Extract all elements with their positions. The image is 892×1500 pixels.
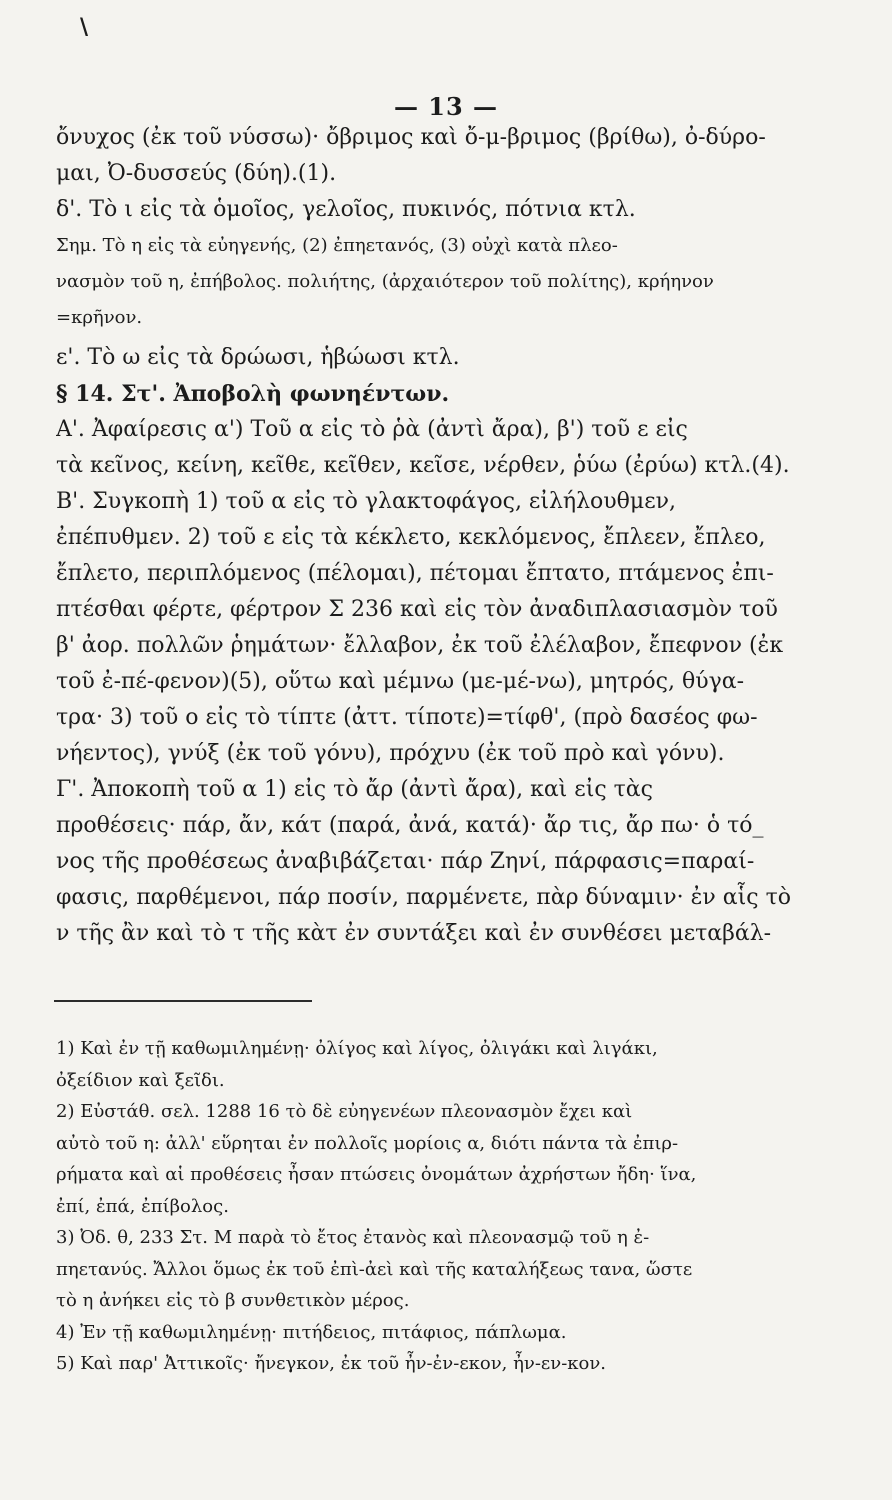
body-line: φασις, παρθέμενοι, πάρ ποσίν, παρμένετε, πὰρ δύναμιν· ἐν αἷς τὸ xyxy=(56,885,792,910)
body-line: ὄνυχος (ἐκ τοῦ νύσσω)· ὄβριμος καὶ ὄ-μ-βριμος (βρίθω), ὀ-δύρο- xyxy=(56,125,766,150)
body-line: β' ἀορ. πολλῶν ῥημάτων· ἔλλαβον, ἐκ τοῦ ἐλέλαβον, ἔπεφνον (ἐκ xyxy=(56,633,784,658)
section-heading: § 14. Στ'. Ἀποβολὴ φωνηέντων. xyxy=(56,381,450,407)
body-line: τρα· 3) τοῦ ο εἰς τὸ τίπτε (ἀττ. τίποτε)=τίφθ', (πρὸ δασέος φω- xyxy=(56,705,758,730)
footnote-line: ὀξείδιον καὶ ξεῖδι. xyxy=(56,1069,225,1091)
footnote-line: 3) Ὀδ. θ, 233 Στ. Μ παρὰ τὸ ἔτος ἐτανὸς καὶ πλεονασμῷ τοῦ η ἐ- xyxy=(56,1227,650,1248)
footnote-line: ἐπί, ἐπά, ἐπίβολος. xyxy=(56,1195,229,1217)
body-line: μαι, Ὀ-δυσσεύς (δύη).(1). xyxy=(56,161,337,186)
body-line: πτέσθαι φέρτε, φέρτρον Σ 236 καὶ εἰς τὸν ἀναδιπλασιασμὸν τοῦ xyxy=(56,597,778,622)
body-line: ε'. Τὸ ω εἰς τὰ δρώωσι, ἡβώωσι κτλ. xyxy=(56,345,460,370)
page-number: — 13 — xyxy=(393,92,499,121)
body-line: νος τῆς προθέσεως ἀναβιβάζεται· πάρ Ζηνί, πάρφασις=παραί- xyxy=(56,849,755,874)
body-line: νήεντος), γνύξ (ἐκ τοῦ γόνυ), πρόχνυ (ἐκ τοῦ πρὸ καὶ γόνυ). xyxy=(56,741,725,766)
footnote-line: τὸ η ἀνήκει εἰς τὸ β συνθετικὸν μέρος. xyxy=(56,1290,410,1311)
corner-mark: \ xyxy=(80,14,89,40)
footnote-line: αὐτὸ τοῦ η: ἀλλ' εὕρηται ἐν πολλοῖς μορίοις α, διότι πάντα τὰ ἐπιρ- xyxy=(56,1132,679,1154)
footnote-line: 2) Εὐστάθ. σελ. 1288 16 τὸ δὲ εὐηγενέων πλεονασμὸν ἔχει καὶ xyxy=(56,1101,633,1122)
body-line: προθέσεις· πάρ, ἄν, κάτ (παρά, ἀνά, κατά)· ἄρ τις, ἄρ πω· ὁ τό_ xyxy=(56,813,764,838)
footnote-line: 1) Καὶ ἐν τῇ καθωμιλημένῃ· ὀλίγος καὶ λίγος, ὀλιγάκι καὶ λιγάκι, xyxy=(56,1038,658,1059)
footnote-line: ρήματα καὶ αἱ προθέσεις ἦσαν πτώσεις ὀνομάτων ἀχρήστων ἤδη· ἵνα, xyxy=(56,1164,697,1185)
body-line: δ'. Τὸ ι εἰς τὰ ὁμοῖος, γελοῖος, πυκινός, πότνια κτλ. xyxy=(56,197,636,222)
body-line: Α'. Ἀφαίρεσις α') Τοῦ α εἰς τὸ ῥὰ (ἀντὶ ἄρα), β') τοῦ ε εἰς xyxy=(56,417,688,442)
body-line: τοῦ ἐ-πέ-φενον)(5), οὕτω καὶ μέμνω (με-μέ-νω), μητρός, θύγα- xyxy=(56,669,745,694)
footnote-divider xyxy=(54,1000,312,1002)
body-line: Β'. Συγκοπὴ 1) τοῦ α εἰς τὸ γλακτοφάγος, εἰλήλουθμεν, xyxy=(56,489,676,514)
body-line: =κρῆνον. xyxy=(56,307,143,328)
footnote-line: 5) Καὶ παρ' Ἀττικοῖς· ἤνεγκον, ἐκ τοῦ ἦν-ἐν-εκον, ἦν-εν-κον. xyxy=(56,1353,607,1374)
body-line: Γ'. Ἀποκοπὴ τοῦ α 1) εἰς τὸ ἄρ (ἀντὶ ἄρα), καὶ εἰς τὰς xyxy=(56,777,653,802)
footnote-line: 4) Ἐν τῇ καθωμιλημένῃ· πιτήδειος, πιτάφιος, πάπλωμα. xyxy=(56,1321,567,1343)
body-text xyxy=(56,120,846,952)
footnote-line: πηετανύς. Ἄλλοι ὅμως ἐκ τοῦ ἐπὶ-ἀεὶ καὶ τῆς καταλήξεως τανα, ὥστε xyxy=(56,1258,693,1280)
footnotes xyxy=(56,1033,846,1380)
body-line: ν τῆς ἂν καὶ τὸ τ τῆς κὰτ ἐν συντάξει καὶ ἐν συνθέσει μεταβάλ- xyxy=(56,921,772,946)
body-line: τὰ κεῖνος, κείνη, κεῖθε, κεῖθεν, κεῖσε, νέρθεν, ῥύω (ἐρύω) κτλ.(4). xyxy=(56,453,790,478)
body-line: ἔπλετο, περιπλόμενος (πέλομαι), πέτομαι ἔπτατο, πτάμενος ἐπι- xyxy=(56,561,774,586)
body-line: ἐπέπυθμεν. 2) τοῦ ε εἰς τὰ κέκλετο, κεκλόμενος, ἔπλεεν, ἔπλεο, xyxy=(56,525,766,550)
body-line: Σημ. Τὸ η εἰς τὰ εὐηγενής, (2) ἐπηετανός, (3) οὐχὶ κατὰ πλεο- xyxy=(56,235,618,256)
body-line: νασμὸν τοῦ η, ἐπήβολος. πολιήτης, (ἀρχαιότερον τοῦ πολίτης), κρήηνον xyxy=(56,271,714,292)
